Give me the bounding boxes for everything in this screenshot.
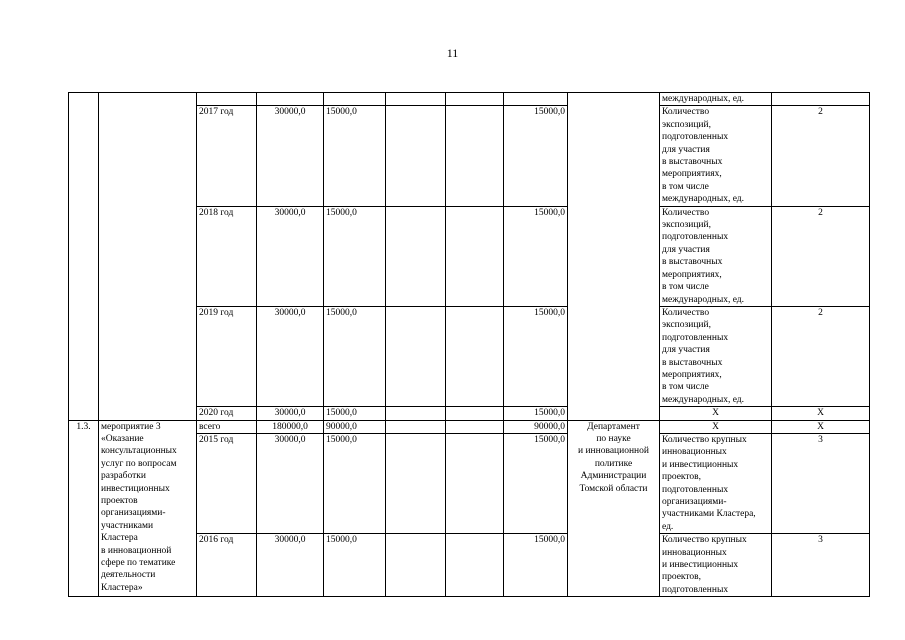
budget-cell: 15000,0 <box>504 433 568 533</box>
indicator-cell-line: Количество <box>662 307 710 318</box>
name-cell <box>99 420 197 597</box>
budget-cell <box>446 534 504 597</box>
indicator-cell-line: в выставочных <box>662 257 723 268</box>
budget-cell <box>446 206 504 306</box>
budget-cell <box>446 106 504 206</box>
budget-cell: 90000,0 <box>504 420 568 433</box>
name-cell-line: консультационных <box>101 446 177 457</box>
value-cell: 2 <box>772 306 870 406</box>
indicator-cell-line: инновационных <box>662 447 727 458</box>
total-cell: 30000,0 <box>257 407 324 420</box>
budget-cell <box>386 93 446 106</box>
executor-cell-line: Департамент <box>587 421 640 432</box>
indicator-cell-line: экспозиций, <box>662 320 711 331</box>
indicator-cell-line: участниками Кластера, <box>662 509 756 520</box>
indicator-cell-line: подготовленных <box>662 232 729 243</box>
indicator-cell-line: Количество крупных <box>662 535 747 546</box>
budget-cell <box>386 407 446 420</box>
total-cell: 180000,0 <box>257 420 324 433</box>
total-cell: 30000,0 <box>257 433 324 533</box>
table-row <box>69 420 870 433</box>
budget-cell: 15000,0 <box>504 306 568 406</box>
federal-cell: 15000,0 <box>324 206 386 306</box>
budget-cell <box>446 93 504 106</box>
federal-cell: 90000,0 <box>324 420 386 433</box>
name-cell-line: мероприятие 3 <box>101 421 161 432</box>
indicator-cell <box>660 306 772 406</box>
indicator-cell-line: ед. <box>662 521 674 532</box>
total-cell: 30000,0 <box>257 106 324 206</box>
total-cell <box>257 93 324 106</box>
indicator-cell <box>660 206 772 306</box>
name-cell-line: инвестиционных <box>101 483 170 494</box>
federal-cell: 15000,0 <box>324 534 386 597</box>
budget-cell <box>386 534 446 597</box>
executor-cell-line: по науке <box>596 433 631 444</box>
budget-cell <box>446 420 504 433</box>
indicator-cell <box>660 420 772 433</box>
year-cell: 2020 год <box>197 407 257 420</box>
indicator-cell <box>660 433 772 533</box>
executor-cell-line: Томской области <box>579 483 648 494</box>
executor-cell <box>568 420 660 597</box>
value-cell: 3 <box>772 433 870 533</box>
executor-cell-line: и инновационной <box>578 446 649 457</box>
value-cell: 3 <box>772 534 870 597</box>
indicator-cell-line: мероприятиях, <box>662 169 722 180</box>
indicator-cell-line: международных, ед. <box>662 194 745 205</box>
name-cell-line: организациями- <box>101 508 166 519</box>
name-cell-line: в инновационной <box>101 545 172 556</box>
year-cell: 2019 год <box>197 306 257 406</box>
total-cell: 30000,0 <box>257 534 324 597</box>
indicator-cell: международных, ед. <box>660 93 772 106</box>
budget-cell <box>446 433 504 533</box>
value-cell <box>772 93 870 106</box>
federal-cell <box>324 93 386 106</box>
indicator-cell-line: Количество <box>662 207 710 218</box>
indicator-cell-line: инновационных <box>662 547 727 558</box>
indicator-cell-line: мероприятиях, <box>662 269 722 280</box>
year-cell: 2016 год <box>197 534 257 597</box>
budget-cell: 15000,0 <box>504 407 568 420</box>
value-cell: Х <box>772 420 870 433</box>
table-row <box>69 93 870 106</box>
year-cell: всего <box>197 420 257 433</box>
indicator-cell-line: для участия <box>662 345 710 356</box>
name-cell-line: «Оказание <box>101 433 144 444</box>
indicator-cell-line: в том числе <box>662 282 709 293</box>
name-cell-line: участниками <box>101 520 154 531</box>
year-cell: 2018 год <box>197 206 257 306</box>
federal-cell: 15000,0 <box>324 407 386 420</box>
value-cell: 2 <box>772 106 870 206</box>
indicator-cell-line: для участия <box>662 244 710 255</box>
indicator-cell-line: подготовленных <box>662 132 729 143</box>
page-number: 11 <box>446 46 459 60</box>
indicator-cell <box>660 534 772 597</box>
indicator-cell-line: экспозиций, <box>662 119 711 130</box>
indicator-cell-line: в том числе <box>662 181 709 192</box>
name-cell-line: проектов <box>101 496 138 506</box>
budget-cell <box>446 306 504 406</box>
indicator-cell-line: Количество крупных <box>662 434 747 445</box>
budget-cell: 15000,0 <box>504 106 568 206</box>
budget-cell: 15000,0 <box>504 534 568 597</box>
name-cell <box>99 93 197 421</box>
budget-cell <box>386 206 446 306</box>
federal-cell: 15000,0 <box>324 106 386 206</box>
value-cell: 2 <box>772 206 870 306</box>
indicator-cell-line: экспозиций, <box>662 220 711 231</box>
value-cell: Х <box>772 407 870 420</box>
budget-cell <box>386 433 446 533</box>
indicator-cell-line: подготовленных <box>662 332 729 343</box>
budget-cell: 15000,0 <box>504 206 568 306</box>
indicator-cell-line: подготовленных <box>662 584 729 595</box>
indicator-cell-line: для участия <box>662 144 710 155</box>
indicator-cell-line: международных, ед. <box>662 294 745 305</box>
indicator-cell-line: Х <box>712 421 719 432</box>
indicator-cell-line: Х <box>712 408 719 419</box>
name-cell-line: разработки <box>101 471 146 482</box>
executor-cell-line: политике <box>594 458 633 469</box>
budget-cell <box>386 306 446 406</box>
indicator-cell-line: организациями- <box>662 497 727 507</box>
federal-cell: 15000,0 <box>324 306 386 406</box>
executor-cell-line: Администрации <box>580 471 647 482</box>
indicator-cell <box>660 106 772 206</box>
total-cell: 30000,0 <box>257 206 324 306</box>
indicator-cell <box>660 407 772 420</box>
name-cell-line: услуг по вопросам <box>101 458 177 469</box>
indicator-cell-line: проектов, <box>662 572 702 583</box>
executor-cell <box>568 93 660 421</box>
budget-cell <box>386 106 446 206</box>
name-cell-line: деятельности <box>101 570 156 581</box>
budget-cell <box>446 407 504 420</box>
name-cell-line: Кластера <box>101 533 138 544</box>
indicator-cell-line: и инвестиционных <box>662 560 739 571</box>
number-cell: 1.3. <box>69 420 99 597</box>
indicator-cell-line: в том числе <box>662 382 709 393</box>
budget-cell <box>504 93 568 106</box>
total-cell: 30000,0 <box>257 306 324 406</box>
indicator-cell-line: и инвестиционных <box>662 459 739 470</box>
table-body <box>69 93 870 597</box>
number-cell <box>69 93 99 421</box>
indicator-cell-line: Количество <box>662 107 710 118</box>
program-table <box>68 92 870 597</box>
indicator-cell-line: в выставочных <box>662 357 723 368</box>
federal-cell: 15000,0 <box>324 433 386 533</box>
year-cell: 2015 год <box>197 433 257 533</box>
indicator-cell-line: подготовленных <box>662 484 729 495</box>
indicator-cell-line: проектов, <box>662 472 702 483</box>
name-cell-line: Кластера» <box>101 582 143 593</box>
year-cell: 2017 год <box>197 106 257 206</box>
budget-cell <box>386 420 446 433</box>
year-cell <box>197 93 257 106</box>
indicator-cell-line: международных, ед. <box>662 394 745 405</box>
name-cell-line: сфере по тематике <box>101 558 176 569</box>
indicator-cell-line: мероприятиях, <box>662 369 722 380</box>
indicator-cell-line: в выставочных <box>662 157 723 168</box>
